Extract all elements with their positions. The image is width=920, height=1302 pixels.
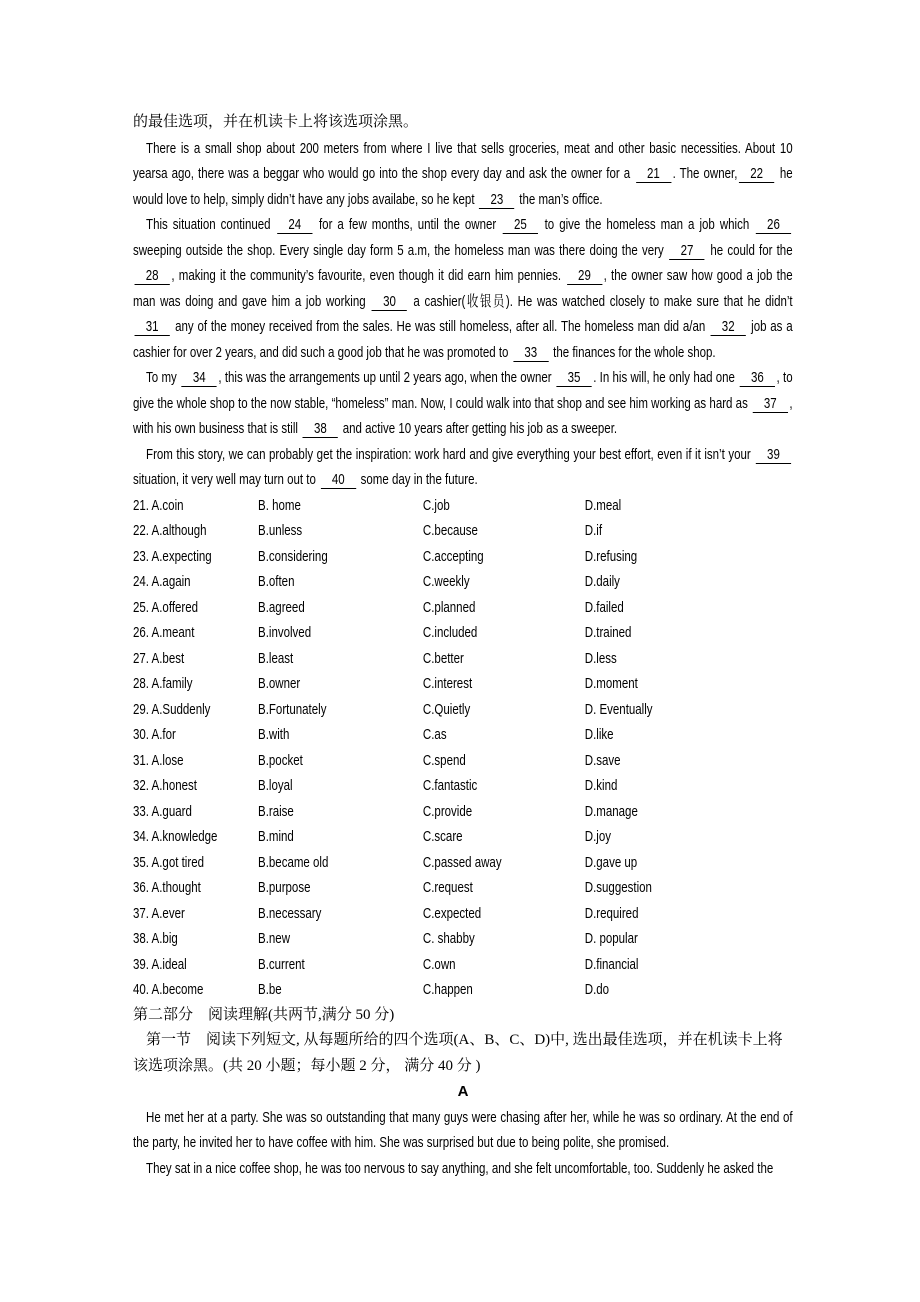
option-row-31: [133, 748, 793, 774]
option-c: C.as: [422, 726, 447, 743]
page-content: [133, 110, 793, 1181]
cloze-blank-32: 32: [711, 318, 746, 336]
cloze-blank-31: 31: [135, 318, 170, 336]
option-d: D.kind: [584, 777, 618, 794]
option-row-27: [133, 646, 793, 672]
cloze-blank-38: 38: [303, 420, 338, 438]
option-b: B.be: [258, 981, 282, 998]
cloze-blank-21: 21: [636, 165, 671, 183]
cloze-blank-39: 39: [756, 446, 791, 464]
option-b: B.owner: [258, 675, 301, 692]
option-b: B.loyal: [258, 777, 293, 794]
option-row-37: [133, 901, 793, 927]
option-c: C.Quietly: [422, 700, 471, 718]
option-b: B.new: [258, 930, 291, 947]
option-a: 39. A.ideal: [133, 955, 187, 973]
cloze-paragraph-1: There is a small shop about 200 meters from where I live that sells groceries, meat and other basic necessities. About 10 yearsa ago, there was a beggar who would go into the shop every day and ask the owner for a 21 . The owner, 22 he would love to help, simply didn’t have any jobs availabe, so he kept 23 the man’s office.: [133, 139, 793, 208]
option-b: B.mind: [258, 828, 294, 845]
cloze-blank-26: 26: [756, 216, 791, 234]
option-a: 22. A.although: [133, 522, 207, 539]
option-row-24: [133, 569, 793, 595]
option-a: 24. A.again: [133, 573, 191, 590]
cloze-blank-28: 28: [135, 267, 170, 285]
option-d: D.save: [584, 751, 621, 769]
option-row-39: [133, 952, 793, 978]
cloze-passage: [133, 136, 793, 493]
option-d: D. Eventually: [584, 700, 653, 718]
option-a: 37. A.ever: [133, 904, 185, 922]
cloze-blank-30: 30: [372, 293, 407, 311]
option-c: C.provide: [422, 802, 473, 820]
option-row-40: [133, 977, 793, 1003]
option-a: 35. A.got tired: [133, 853, 205, 871]
option-row-32: [133, 773, 793, 799]
option-d: D. popular: [584, 930, 638, 947]
option-c: C.request: [422, 879, 473, 896]
option-a: 31. A.lose: [133, 751, 184, 769]
option-a: 34. A.knowledge: [133, 828, 218, 845]
option-c: C.fantastic: [422, 777, 478, 794]
cloze-blank-36: 36: [740, 369, 775, 387]
option-a: 30. A.for: [133, 726, 176, 743]
reading-paragraph-2: They sat in a nice coffee shop, he was too nervous to say anything, and she felt uncomfortable, too. Suddenly he asked the: [146, 1159, 774, 1177]
option-c: C.better: [422, 649, 464, 667]
option-row-28: [133, 671, 793, 697]
option-row-25: [133, 595, 793, 621]
cloze-blank-27: 27: [669, 242, 704, 260]
option-d: D.moment: [584, 675, 638, 692]
option-d: D.suggestion: [584, 879, 652, 896]
cloze-blank-37: 37: [753, 395, 788, 413]
option-d: D.manage: [584, 802, 638, 820]
cloze-blank-24: 24: [277, 216, 312, 234]
option-row-38: [133, 926, 793, 952]
option-c: C.spend: [422, 751, 466, 769]
option-d: D.joy: [584, 828, 611, 845]
cloze-blank-25: 25: [503, 216, 538, 234]
cloze-paragraph-4: From this story, we can probably get the inspiration: work hard and give everything your best effort, even if it isn’t your 39 situation, it very well may turn out to 40 some day in the future.: [133, 442, 793, 493]
option-c: C.weekly: [422, 573, 470, 590]
passage-a-label: A: [457, 1083, 469, 1100]
option-d: D.required: [584, 904, 639, 922]
option-a: 25. A.offered: [133, 598, 199, 616]
option-c: C.happen: [422, 981, 473, 998]
part2-heading: 第二部分 阅读理解(共两节,满分 50 分): [133, 1006, 395, 1023]
reading-passage-a: [133, 1105, 793, 1182]
option-c: C.planned: [422, 598, 476, 616]
cloze-paragraph-2: This situation continued 24 for a few months, until the owner 25 to give the homeless man a job which 26 sweeping outside the shop. Every single day form 5 a.m, the homeless man was there doing the very 27 he could for the 28 , making it the community’s favourite, even though it did earn him pennies. 29 , the owner saw how good a job the man was doing and gave him a job working 30 a cashier(收银员). He was watched closely to make sure that he didn’t 31 any of the money received from the sales. He was still homeless, after all. The homeless man did a/an 32 job as a cashier for over 2 years, and did such a good job that he was promoted to 33 the finances for the whole shop.: [133, 216, 793, 361]
option-b: B. home: [258, 496, 301, 514]
cloze-blank-40: 40: [321, 471, 356, 489]
option-c: C.accepting: [422, 547, 484, 565]
option-a: 29. A.Suddenly: [133, 700, 211, 718]
option-d: D.meal: [584, 496, 622, 514]
option-b: B.current: [258, 955, 305, 973]
option-row-22: [133, 518, 793, 544]
option-b: B.involved: [258, 624, 312, 641]
option-c: C.passed away: [422, 853, 502, 871]
option-a: 40. A.become: [133, 981, 204, 998]
option-c: C.own: [422, 955, 456, 973]
cloze-blank-35: 35: [556, 369, 591, 387]
option-b: B.necessary: [258, 904, 322, 922]
option-d: D.trained: [584, 624, 632, 641]
option-b: B.pocket: [258, 751, 303, 769]
cloze-blank-22: 22: [739, 165, 774, 183]
option-d: D.daily: [584, 573, 620, 590]
option-c: C.scare: [422, 828, 463, 845]
cloze-blank-33: 33: [513, 344, 548, 362]
option-row-35: [133, 850, 793, 876]
option-b: B.considering: [258, 547, 328, 565]
option-a: 36. A.thought: [133, 879, 201, 896]
option-a: 38. A.big: [133, 930, 178, 947]
option-b: B.often: [258, 573, 295, 590]
cloze-blank-34: 34: [182, 369, 217, 387]
option-row-26: [133, 620, 793, 646]
option-b: B.unless: [258, 522, 303, 539]
option-c: C.because: [422, 522, 478, 539]
option-b: B.least: [258, 649, 294, 667]
option-b: B.became old: [258, 853, 329, 871]
cloze-paragraph-3: To my 34 , this was the arrangements up until 2 years ago, when the owner 35 . In his will, he only had one 36 , to give the whole shop to the now stable, “homeless” man. Now, I could walk into that shop and see him working as hard as 37 , with his own business that is still 38 and active 10 years after getting his job as a sweeper.: [133, 369, 793, 437]
cloze-options-list: [133, 493, 793, 1003]
option-a: 33. A.guard: [133, 802, 192, 820]
option-d: D.do: [584, 981, 610, 998]
option-b: B.agreed: [258, 598, 305, 616]
option-row-33: [133, 799, 793, 825]
option-c: C.interest: [422, 675, 473, 692]
option-row-34: [133, 824, 793, 850]
reading-paragraph-1: He met her at a party. She was so outstanding that many guys were chasing after her, while he was so ordinary. At the end of the party, he invited her to have coffee with him. She was surprised but due to being polite, she promised.: [133, 1108, 793, 1151]
option-b: B.Fortunately: [258, 700, 327, 718]
option-d: D.financial: [584, 955, 639, 973]
option-d: D.less: [584, 649, 617, 667]
option-b: B.raise: [258, 802, 294, 820]
option-d: D.like: [584, 726, 614, 743]
option-a: 32. A.honest: [133, 777, 197, 794]
option-row-23: [133, 544, 793, 570]
option-a: 26. A.meant: [133, 624, 195, 641]
cloze-blank-23: 23: [479, 191, 514, 209]
carryover-instruction-line: 的最佳选项，并在机读卡上将该选项涂黑。: [133, 114, 419, 130]
option-a: 23. A.expecting: [133, 547, 212, 565]
option-b: B.purpose: [258, 879, 311, 896]
option-row-36: [133, 875, 793, 901]
option-c: C.included: [422, 624, 478, 641]
option-a: 28. A.family: [133, 675, 193, 692]
option-d: D.if: [584, 522, 603, 539]
option-row-29: [133, 697, 793, 723]
option-c: C.job: [422, 496, 450, 514]
option-c: C.expected: [422, 904, 482, 922]
option-row-21: [133, 493, 793, 519]
option-c: C. shabby: [422, 930, 475, 947]
option-a: 27. A.best: [133, 649, 185, 667]
part2-section1-instruction: 第一节 阅读下列短文, 从每题所给的四个选项(A、B、C、D)中, 选出最佳选项，并在机读卡上将该选项涂黑。(共 20 小题；每小题 2 分， 满分 40 分 ): [133, 1032, 783, 1074]
option-d: D.gave up: [584, 853, 638, 871]
option-row-30: [133, 722, 793, 748]
option-b: B.with: [258, 726, 290, 743]
option-d: D.refusing: [584, 547, 638, 565]
option-d: D.failed: [584, 598, 624, 616]
cloze-blank-29: 29: [567, 267, 602, 285]
option-a: 21. A.coin: [133, 496, 184, 514]
